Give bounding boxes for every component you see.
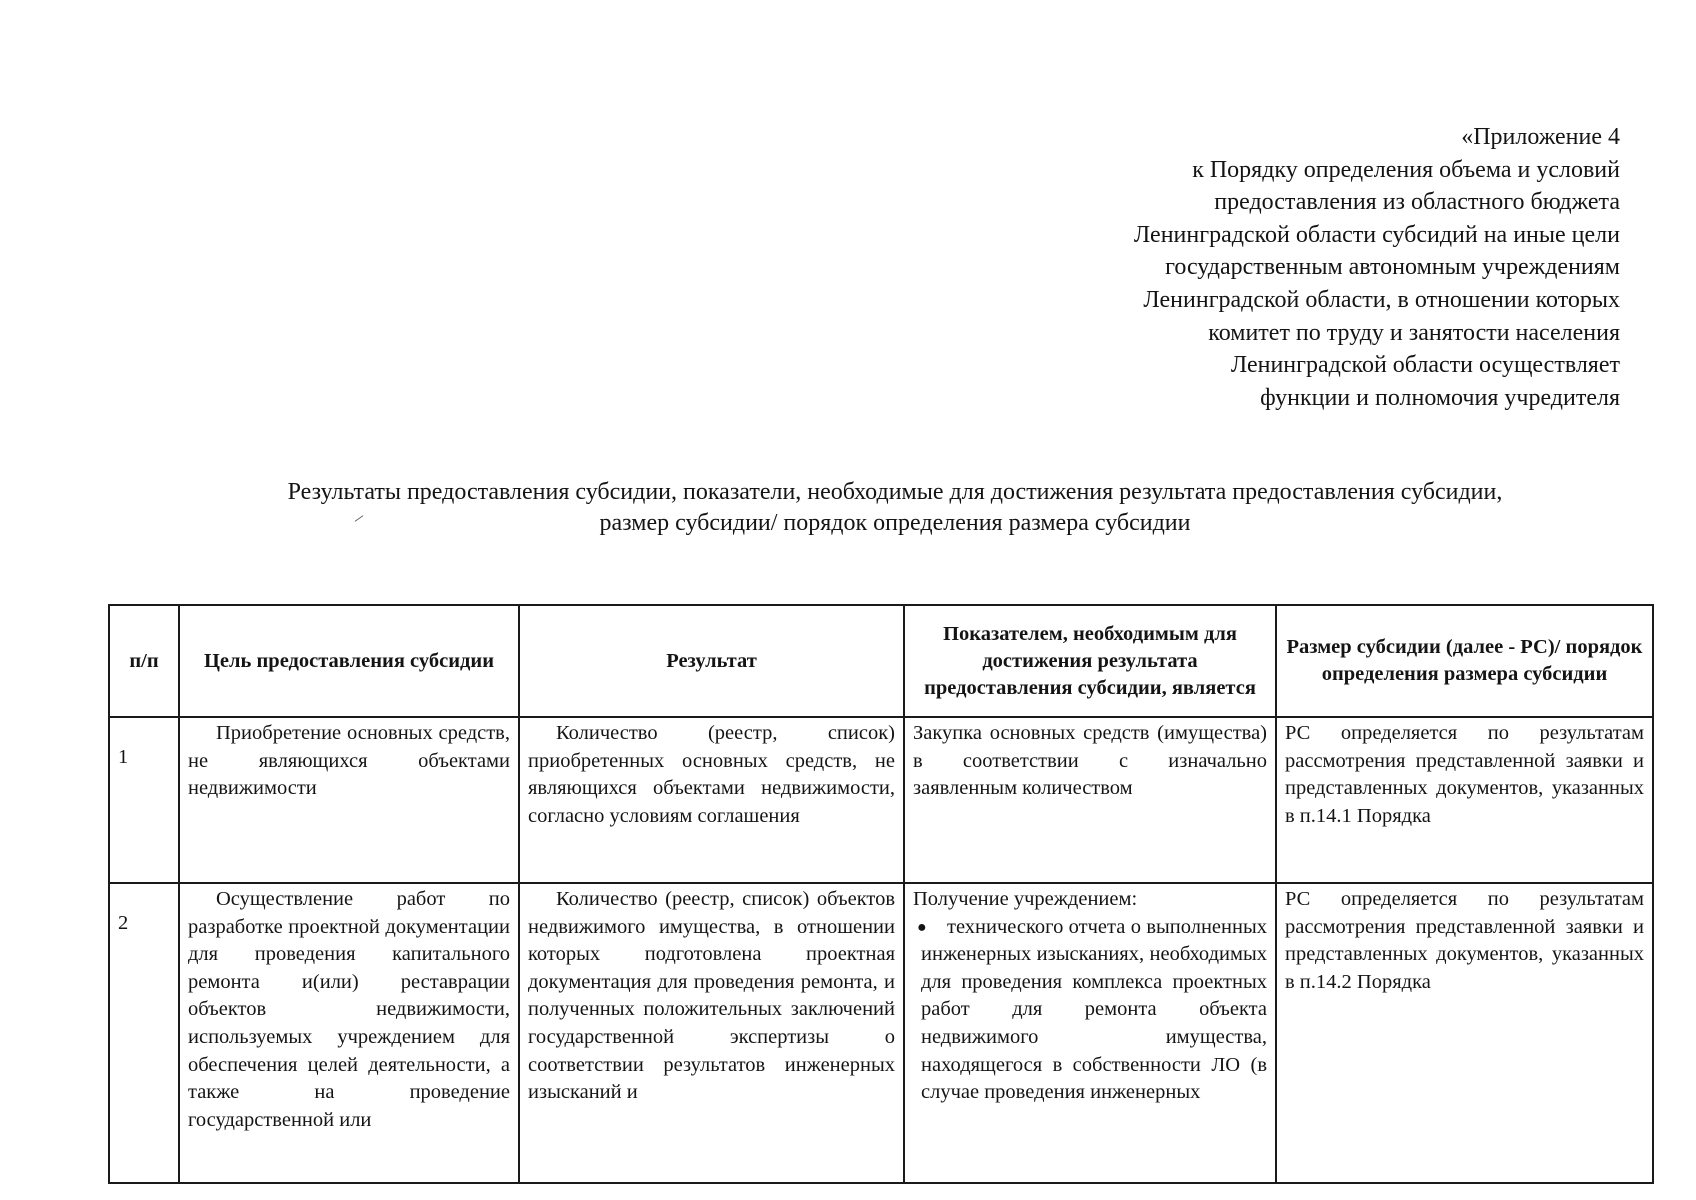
row-result: Количество (реестр, список) приобретенных основных средств, не являющихся объектами недвижимости, согласно условиям соглашения [519,717,904,883]
bullet-icon: ● [917,918,927,936]
row-subsidy-size: РС определяется по результатам рассмотрения представленной заявки и представленных документов, указанных в п.14.2 Порядка [1285,888,1644,993]
row-goal-cell [179,883,519,1183]
row-number: 1 [109,717,179,883]
indicator-intro: Получение учреждением: [913,888,1138,910]
appendix-line: государственным автономным учреждениям [1165,254,1620,281]
appendix-line: Ленинградской области субсидий на иные цели [1133,221,1620,248]
table-header-row [109,605,1653,717]
row-goal: Приобретение основных средств, не являющихся объектами недвижимости [179,717,519,883]
row-result: Количество (реестр, список) объектов недвижимого имущества, в отношении которых подготовлена проектная документация для проведения ремонта, и полученных положительных заключений государственной экспертизы о соответствии результатов инженерных изысканий и [528,888,895,1104]
results-table [108,604,1654,1184]
document-title-line-1: Результаты предоставления субсидии, показатели, необходимые для достижения результата предоставления субсидии, [287,479,1503,505]
appendix-line: Ленинградской области, в отношении которых [1143,286,1620,313]
row-indicator: Закупка основных средств (имущества) в соответствии с изначально заявленным количеством [904,717,1276,883]
row-number: 2 [109,883,179,1183]
appendix-line: комитет по труду и занятости населения [1208,319,1620,346]
row-goal: Осуществление работ по разработке проектной документации для проведения капитального ремонта и(или) реставрации объектов недвижимости, используемых учреждением для обеспечения целей деятельности, а также на проведение государственной или [188,888,510,1131]
row-subsidy-size: РС определяется по результатам рассмотрения представленной заявки и представленных документов, указанных в п.14.1 Порядка [1276,717,1653,883]
row-result-cell [519,883,904,1183]
header-number: п/п [109,605,179,717]
indicator-bullet-item [917,914,1267,1107]
header-goal: Цель предоставления субсидии [179,605,519,717]
appendix-line: «Приложение 4 [1461,124,1620,150]
document-title-line-2: размер субсидии/ порядок определения размера субсидии [599,510,1191,536]
header-result: Результат [519,605,904,717]
row-indicator [913,886,1267,1156]
row-indicator-cell [904,883,1276,1183]
header-indicator: Показателем, необходимым для достижения результата предоставления субсидии, является [904,605,1276,717]
appendix-line: к Порядку определения объема и условий [1192,156,1620,183]
table-row [109,717,1653,883]
indicator-bullet-text: технического отчета о выполненных инженерных изысканиях, необходимых для проведения комплекса проектных работ для ремонта объекта недвижимого имущества, находящегося в собственности ЛО (в случае проведения инженерных [921,915,1267,1104]
header-subsidy-size: Размер субсидии (далее - РС)/ порядок определения размера субсидии [1276,605,1653,717]
appendix-header [860,121,1620,414]
row-subsidy-size-cell [1276,883,1653,1183]
table-row [109,883,1653,1183]
appendix-line: функции и полномочия учредителя [1260,384,1620,411]
appendix-line: Ленинградской области осуществляет [1230,352,1620,379]
appendix-line: предоставления из областного бюджета [1214,189,1620,216]
document-title [170,477,1620,539]
